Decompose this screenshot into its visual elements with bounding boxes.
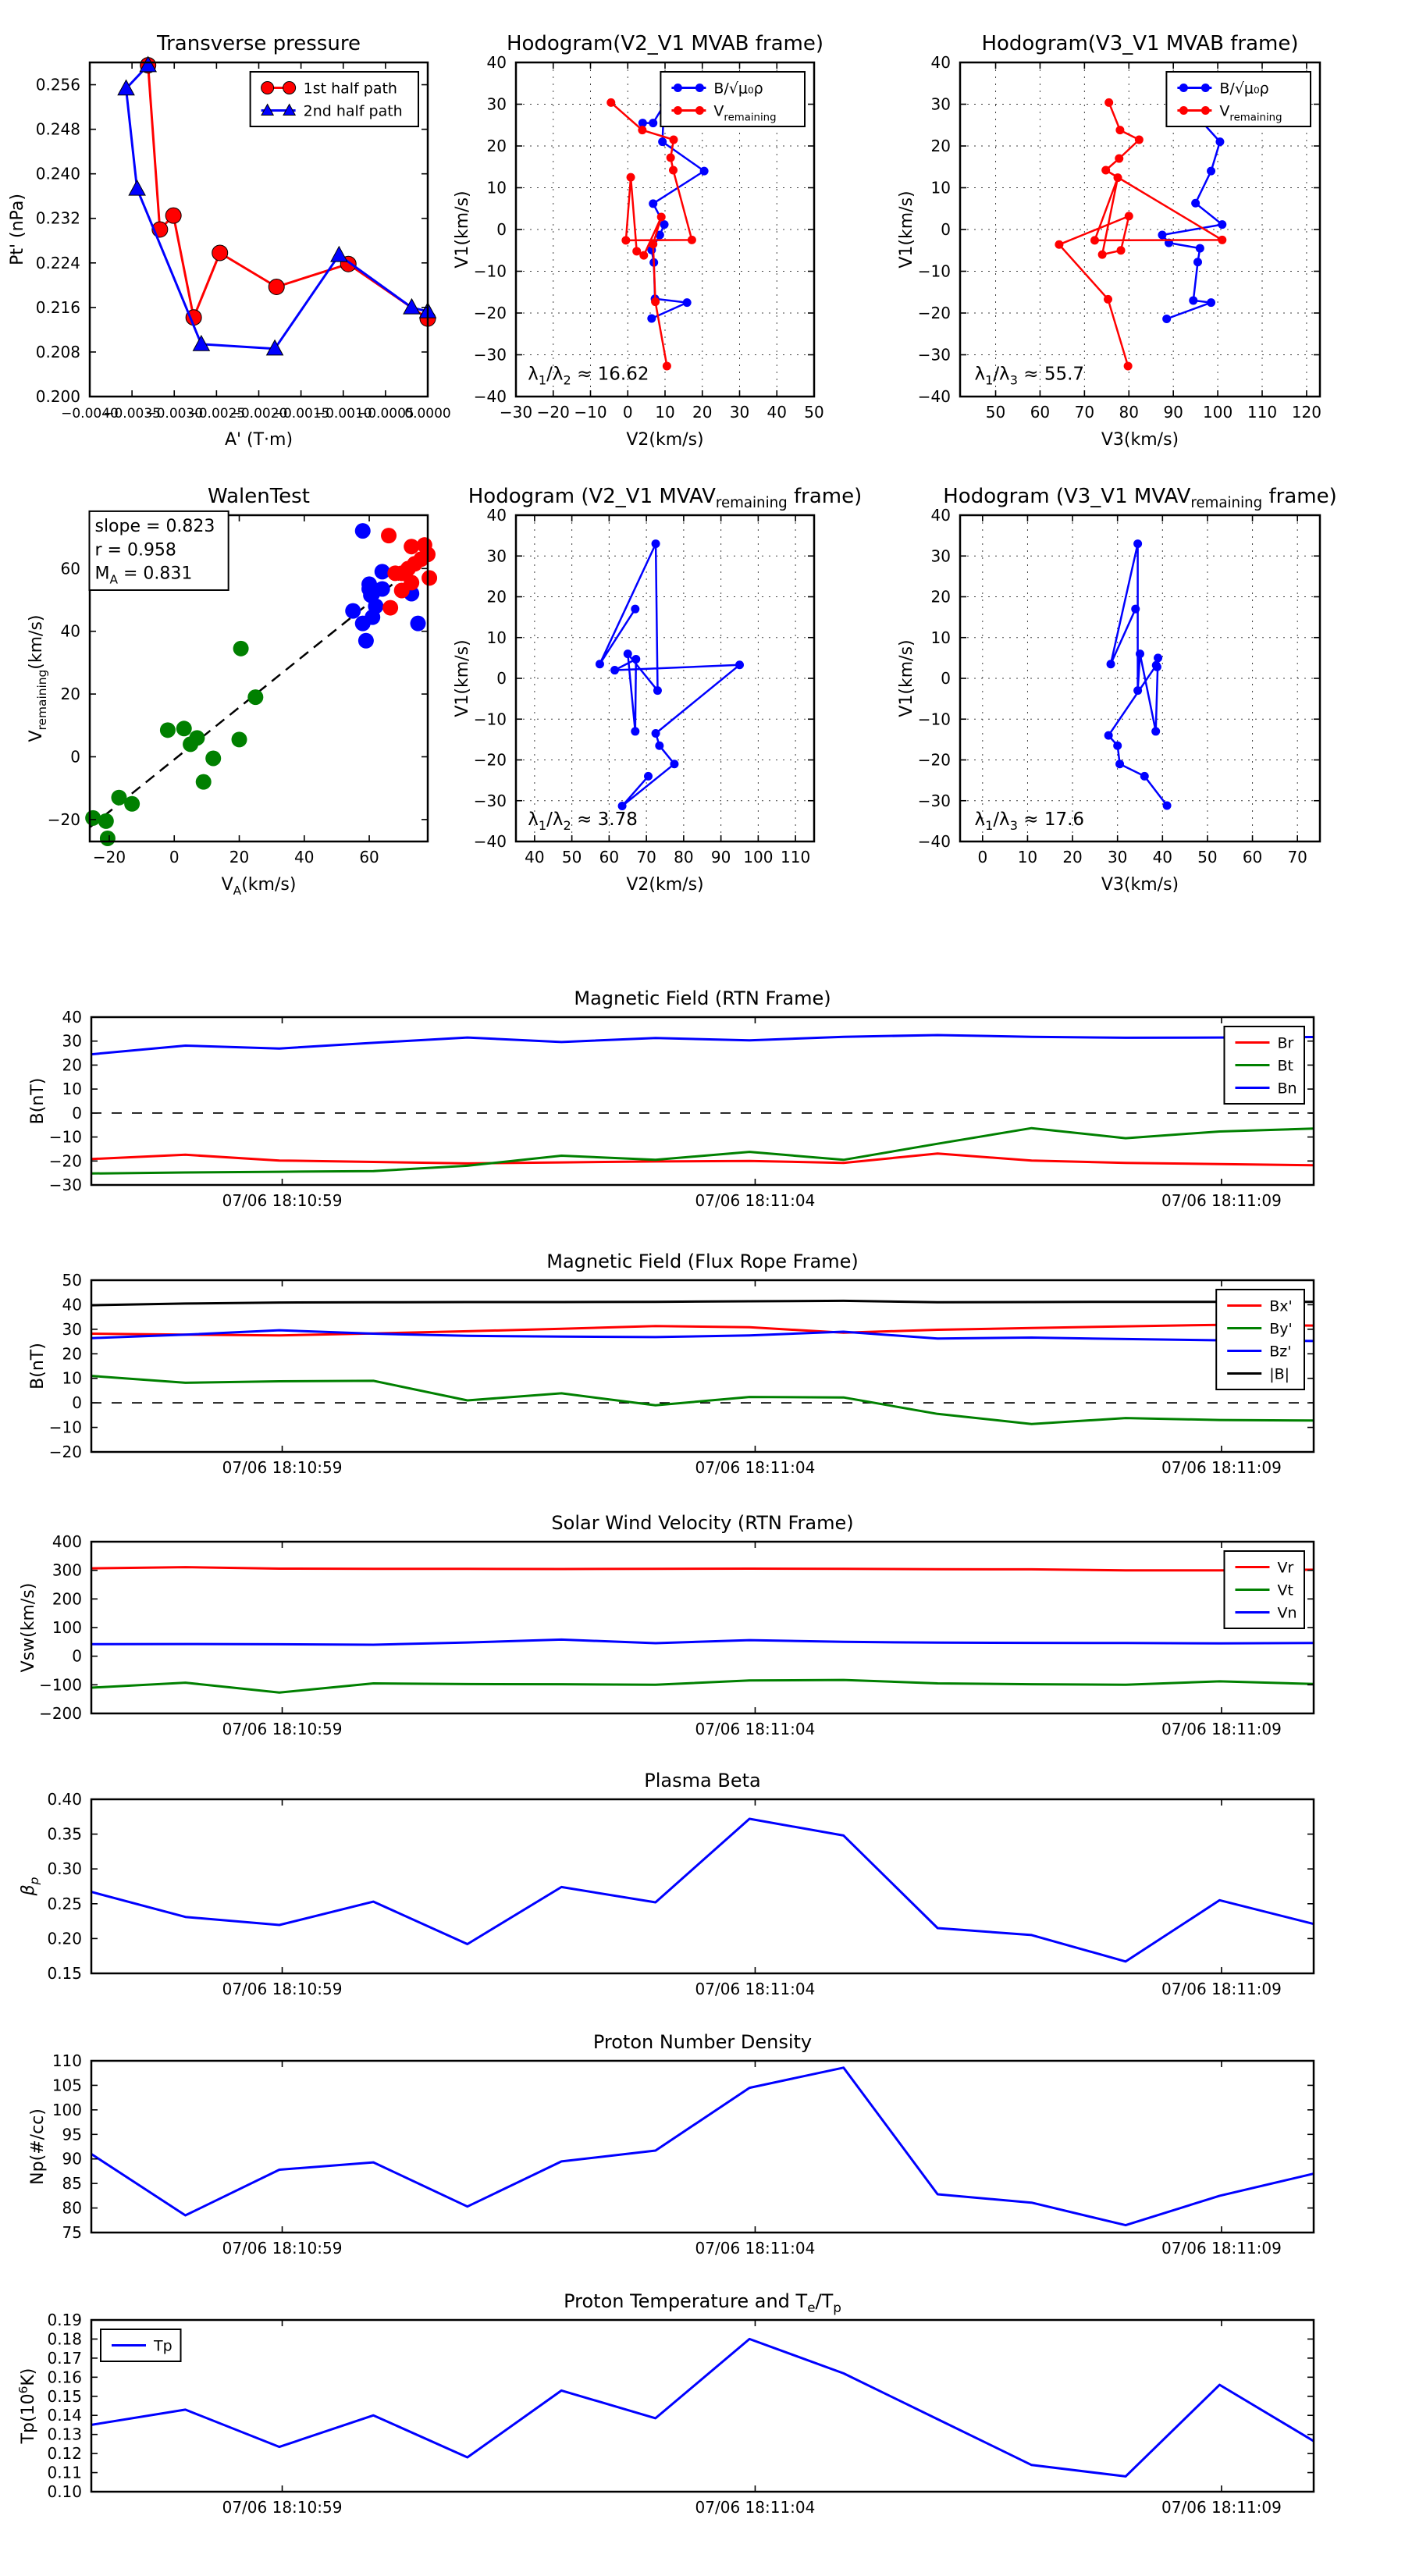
hodogram-v2v1-mvav [453, 485, 862, 895]
svg-text:07/06 18:11:04: 07/06 18:11:04 [695, 1458, 816, 1477]
svg-text:−0.0040: −0.0040 [61, 406, 119, 422]
svg-text:0.256: 0.256 [35, 75, 80, 94]
series-Bt [91, 1128, 1314, 1173]
svg-text:Magnetic Field (RTN Frame): Magnetic Field (RTN Frame) [574, 987, 831, 1009]
svg-text:30: 30 [62, 1031, 82, 1051]
svg-text:07/06 18:10:59: 07/06 18:10:59 [222, 1720, 343, 1738]
svg-text:Vremaining​: $V_{remaining}$ [713, 102, 777, 124]
svg-text:70: 70 [636, 848, 656, 866]
svg-text:10: 10 [1017, 848, 1038, 866]
hodogram-v3v1-mvab [897, 32, 1321, 450]
annotation [974, 809, 1084, 833]
svg-text:07/06 18:11:04: 07/06 18:11:04 [695, 2498, 816, 2517]
svg-text:0: 0 [496, 220, 507, 239]
svg-text:20: 20 [930, 587, 951, 607]
svg-text:30: 30 [1107, 848, 1128, 866]
svg-text:−20: −20 [917, 750, 951, 770]
svg-text:0.12: 0.12 [47, 2444, 82, 2464]
svg-text:85: 85 [62, 2174, 82, 2194]
walen-test [27, 485, 437, 898]
proton-temperature [16, 2290, 1314, 2517]
series-Vn [91, 1639, 1314, 1645]
svg-text:40: 40 [1152, 848, 1173, 866]
svg-text:0.0000: 0.0000 [404, 406, 451, 422]
svg-text:B/√μ₀ρ: B/√μ₀ρ [713, 80, 763, 98]
svg-text:10: 10 [930, 628, 951, 647]
svg-text:−200: −200 [39, 1704, 82, 1723]
svg-text:−0.0020: −0.0020 [229, 406, 288, 422]
svg-text:07/06 18:10:59: 07/06 18:10:59 [222, 1191, 343, 1210]
svg-text:60: 60 [60, 559, 80, 578]
svg-text:40: 40 [486, 506, 507, 525]
svg-text:0.30: 0.30 [47, 1859, 82, 1879]
svg-text:07/06 18:10:59: 07/06 18:10:59 [222, 1458, 343, 1477]
svg-text:0.248: 0.248 [35, 119, 80, 139]
proton-number-density [28, 2031, 1314, 2258]
svg-text:0.15: 0.15 [47, 2386, 82, 2406]
svg-text:B/√μ₀ρ: B/√μ₀ρ [1219, 80, 1269, 98]
svg-text:−30: −30 [917, 345, 951, 365]
svg-text:−0.0025: −0.0025 [187, 406, 246, 422]
solar-wind-velocity [19, 1512, 1314, 1738]
svg-text:40: 40 [930, 53, 951, 72]
svg-text:V3(km/s): V3(km/s) [1101, 430, 1179, 450]
svg-text:−30: −30 [917, 791, 951, 810]
svg-text:40: 40 [60, 621, 80, 641]
series-V-path [1104, 539, 1172, 809]
svg-text:Bn: Bn [1277, 1080, 1297, 1098]
svg-text:10: 10 [486, 628, 507, 647]
svg-text:−0.0010: −0.0010 [314, 406, 372, 422]
svg-text:0.240: 0.240 [35, 164, 80, 183]
svg-text:40: 40 [930, 506, 951, 525]
svg-text:0.200: 0.200 [35, 387, 80, 406]
svg-text:40: 40 [486, 53, 507, 72]
svg-text:Br: Br [1277, 1034, 1294, 1052]
series-beta-p [91, 1819, 1314, 1962]
svg-text:Magnetic Field (Flux Rope Fram: Magnetic Field (Flux Rope Frame) [546, 1251, 859, 1272]
svg-text:0: 0 [941, 220, 951, 239]
grid [516, 515, 814, 841]
svg-text:−20: −20 [536, 403, 570, 422]
axes [474, 506, 814, 866]
svg-text:B(nT): B(nT) [28, 1077, 48, 1125]
svg-text:0: 0 [622, 403, 633, 422]
series-V-path [596, 539, 744, 810]
svg-text:60: 60 [599, 848, 620, 866]
svg-text:60: 60 [359, 848, 379, 866]
svg-text:20: 20 [692, 403, 713, 422]
svg-text:−0.0035: −0.0035 [103, 406, 161, 422]
svg-text:Vr: Vr [1277, 1559, 1294, 1577]
svg-text:Bt: Bt [1277, 1057, 1293, 1075]
series-V-remaining-path [606, 98, 696, 371]
svg-text:Hodogram(V3_V1 MVAB frame): Hodogram(V3_V1 MVAB frame) [981, 32, 1299, 55]
svg-text:0.208: 0.208 [35, 342, 80, 361]
svg-text:30: 30 [930, 546, 951, 566]
svg-text:Hodogram(V2_V1 MVAB frame): Hodogram(V2_V1 MVAB frame) [506, 32, 824, 55]
svg-text:slope = 0.823: slope = 0.823 [94, 516, 215, 536]
svg-text:V1(km/s): V1(km/s) [453, 190, 472, 269]
svg-text:90: 90 [1163, 403, 1183, 422]
svg-text:20: 20 [62, 1344, 82, 1364]
svg-text:70: 70 [1074, 403, 1095, 422]
svg-text:07/06 18:11:09: 07/06 18:11:09 [1161, 1191, 1282, 1210]
svg-text:V3(km/s): V3(km/s) [1101, 875, 1179, 895]
hodogram-v3v1-mvav [897, 485, 1337, 895]
svg-text:−40: −40 [917, 387, 951, 406]
svg-text:300: 300 [52, 1560, 82, 1580]
svg-text:−20: −20 [917, 304, 951, 322]
svg-text:−40: −40 [917, 832, 951, 851]
svg-text:B(nT): B(nT) [28, 1343, 48, 1389]
svg-text:−10: −10 [917, 710, 951, 729]
svg-text:−20: −20 [47, 809, 80, 829]
svg-text:0.19: 0.19 [47, 2311, 82, 2329]
svg-text:200: 200 [52, 1589, 82, 1609]
svg-text:−10: −10 [48, 1418, 82, 1437]
svg-text:07/06 18:11:09: 07/06 18:11:09 [1161, 1720, 1282, 1738]
svg-text:−20: −20 [92, 848, 126, 866]
svg-text:V2(km/s): V2(km/s) [626, 875, 704, 895]
svg-text:07/06 18:11:04: 07/06 18:11:04 [695, 1191, 816, 1210]
annotation [528, 365, 649, 388]
svg-text:07/06 18:11:09: 07/06 18:11:09 [1161, 2239, 1282, 2258]
svg-text:10: 10 [62, 1368, 82, 1388]
svg-text:40: 40 [62, 1008, 82, 1026]
svg-text:V1(km/s): V1(km/s) [453, 639, 472, 717]
svg-text:40: 40 [767, 403, 787, 422]
svg-text:By': By' [1269, 1320, 1293, 1338]
svg-text:07/06 18:11:04: 07/06 18:11:04 [695, 2239, 816, 2258]
svg-text:A' (T·m): A' (T·m) [224, 430, 293, 450]
svg-text:0.40: 0.40 [47, 1790, 82, 1809]
svg-text:0.232: 0.232 [35, 208, 80, 228]
svg-text:2nd half path: 2nd half path [303, 102, 403, 120]
plasma-beta [19, 1770, 1314, 1998]
svg-text:20: 20 [60, 685, 80, 704]
svg-text:WalenTest: WalenTest [208, 485, 310, 508]
svg-text:100: 100 [52, 1618, 82, 1637]
svg-text:07/06 18:11:04: 07/06 18:11:04 [695, 1720, 816, 1738]
svg-text:Proton Number Density: Proton Number Density [592, 2031, 813, 2053]
svg-text:60: 60 [1242, 848, 1263, 866]
svg-text:07/06 18:11:09: 07/06 18:11:09 [1161, 1458, 1282, 1477]
svg-text:Solar Wind Velocity (RTN Frame: Solar Wind Velocity (RTN Frame) [551, 1512, 854, 1534]
svg-text:V1(km/s): V1(km/s) [897, 190, 916, 269]
series-B-path [1158, 100, 1226, 323]
svg-text:10: 10 [655, 403, 675, 422]
series-Tp [91, 2339, 1314, 2476]
svg-text:Pt' (nPa): Pt' (nPa) [8, 194, 27, 265]
svg-text:βp​: $\beta_p$ [19, 1877, 41, 1896]
svg-text:105: 105 [52, 2076, 82, 2095]
series-Vr [91, 1567, 1314, 1571]
svg-text:60: 60 [1030, 403, 1051, 422]
svg-text:−30: −30 [473, 791, 507, 810]
svg-text:Vn: Vn [1277, 1604, 1297, 1622]
svg-text:20: 20 [1062, 848, 1083, 866]
svg-text:−40: −40 [473, 387, 507, 406]
svg-text:−30: −30 [473, 345, 507, 365]
hodogram-v2v1-mvab [453, 32, 824, 450]
svg-text:20: 20 [62, 1055, 82, 1075]
svg-text:Tp: Tp [154, 2337, 173, 2355]
svg-text:−100: −100 [39, 1675, 82, 1695]
svg-text:0: 0 [496, 669, 507, 688]
svg-text:95: 95 [62, 2125, 82, 2144]
svg-text:VA​(km/s): $V_A(km/s)$ [221, 875, 297, 898]
svg-text:−10: −10 [48, 1127, 82, 1147]
svg-text:110: 110 [52, 2051, 82, 2070]
svg-text:0: 0 [941, 669, 951, 688]
svg-text:λ1​/λ2​ ≈ 3.78: $\lambda_1/\lambda_2 \approx 3.78$ [528, 809, 638, 834]
svg-text:0.11: 0.11 [47, 2463, 82, 2482]
axes [47, 2311, 1314, 2517]
annotation [974, 365, 1084, 388]
svg-text:120: 120 [1291, 403, 1322, 422]
annotation [89, 511, 228, 590]
svg-text:75: 75 [62, 2223, 82, 2242]
svg-text:90: 90 [710, 848, 731, 866]
svg-text:30: 30 [486, 546, 507, 566]
series-B-magnitude [91, 1300, 1314, 1305]
series-Vt [91, 1680, 1314, 1692]
magnetic-field-rtn [28, 987, 1314, 1210]
svg-text:Hodogram (V2_V1 MVAVremaining​: Hodogram (V2_V1 $MVAV_{remaining}$ frame) [468, 485, 863, 511]
axes [47, 1790, 1314, 1998]
svg-text:20: 20 [229, 848, 250, 866]
svg-text:80: 80 [1119, 403, 1139, 422]
svg-text:−20: −20 [48, 1151, 82, 1171]
svg-text:80: 80 [674, 848, 694, 866]
svg-text:−20: −20 [473, 750, 507, 770]
legend [101, 2329, 181, 2361]
svg-text:0.18: 0.18 [47, 2329, 82, 2349]
legend [1224, 1551, 1304, 1628]
series-B-path [638, 101, 709, 322]
svg-text:40: 40 [62, 1295, 82, 1315]
svg-text:−20: −20 [48, 1443, 82, 1461]
svg-text:07/06 18:11:09: 07/06 18:11:09 [1161, 1980, 1282, 1998]
series-scatter-mid [85, 641, 263, 846]
svg-text:0: 0 [72, 1103, 82, 1123]
svg-text:20: 20 [930, 137, 951, 155]
svg-text:V1(km/s): V1(km/s) [897, 639, 916, 717]
svg-text:30: 30 [729, 403, 750, 422]
svg-text:50: 50 [1197, 848, 1218, 866]
svg-text:100: 100 [743, 848, 774, 866]
svg-text:Plasma Beta: Plasma Beta [644, 1770, 761, 1791]
svg-text:0.17: 0.17 [47, 2348, 82, 2368]
svg-text:40: 40 [294, 848, 315, 866]
svg-text:r = 0.958: r = 0.958 [94, 540, 176, 560]
svg-text:λ1​/λ2​ ≈ 16.62: $\lambda_1/\lambda_2 \approx 16.62$ [528, 364, 649, 388]
svg-text:10: 10 [62, 1080, 82, 1099]
svg-text:0: 0 [72, 1393, 82, 1413]
legend [251, 72, 418, 126]
svg-text:−10: −10 [473, 262, 507, 281]
svg-text:Vremaining​(km/s): $V_{remaining}(km/s)$ [27, 614, 49, 742]
svg-text:λ1​/λ3​ ≈ 17.6: $\lambda_1/\lambda_3 \approx 17.6$ [974, 809, 1085, 834]
svg-text:0.216: 0.216 [35, 297, 80, 317]
svg-text:50: 50 [561, 848, 582, 866]
svg-text:07/06 18:10:59: 07/06 18:10:59 [222, 2239, 343, 2258]
svg-text:Bz': Bz' [1269, 1343, 1292, 1361]
svg-text:0.25: 0.25 [47, 1894, 82, 1913]
svg-text:400: 400 [52, 1532, 82, 1551]
svg-text:0: 0 [169, 848, 180, 866]
svg-text:0.35: 0.35 [47, 1824, 82, 1844]
svg-text:80: 80 [62, 2198, 82, 2218]
svg-text:MA​ = 0.831: $M_A = 0.831$ [94, 564, 193, 587]
svg-text:−10: −10 [917, 262, 951, 281]
series-Np [91, 2068, 1314, 2226]
svg-text:Hodogram (V3_V1 MVAVremaining​: Hodogram (V3_V1 $MVAV_{remaining}$ frame) [943, 485, 1337, 511]
svg-text:−20: −20 [473, 304, 507, 322]
svg-text:40: 40 [525, 848, 545, 866]
svg-text:0.13: 0.13 [47, 2425, 82, 2444]
legend [1216, 1290, 1304, 1389]
svg-text:−30: −30 [499, 403, 533, 422]
svg-text:07/06 18:10:59: 07/06 18:10:59 [222, 1980, 343, 1998]
transverse-pressure [8, 32, 451, 450]
svg-text:10: 10 [486, 178, 507, 197]
svg-text:Vremaining​: $V_{remaining}$ [1219, 102, 1282, 124]
magnetic-field-flux-rope [28, 1251, 1314, 1477]
svg-text:110: 110 [1247, 403, 1278, 422]
svg-text:−30: −30 [48, 1176, 82, 1194]
svg-text:Vt: Vt [1277, 1582, 1293, 1599]
svg-text:110: 110 [781, 848, 811, 866]
svg-text:Vsw(km/s): Vsw(km/s) [19, 1582, 38, 1673]
svg-text:30: 30 [930, 94, 951, 114]
svg-text:70: 70 [1287, 848, 1307, 866]
axes [52, 2051, 1314, 2258]
svg-text:07/06 18:11:04: 07/06 18:11:04 [695, 1980, 816, 1998]
svg-text:0.14: 0.14 [47, 2406, 82, 2425]
series-scatter-second [381, 528, 437, 615]
svg-text:0.20: 0.20 [47, 1929, 82, 1948]
annotation [528, 809, 638, 833]
series-V-remaining-path [1055, 98, 1226, 371]
svg-text:0.224: 0.224 [35, 253, 80, 272]
legend [1166, 72, 1311, 126]
svg-text:0: 0 [977, 848, 988, 866]
grid [960, 515, 1320, 841]
svg-text:Proton Temperature and Te​/Tp​: Proton Temperature and $T_e/T_p$ [564, 2290, 841, 2315]
svg-text:Transverse pressure: Transverse pressure [157, 32, 361, 55]
svg-text:−10: −10 [473, 710, 507, 729]
legend [660, 72, 805, 126]
svg-text:λ1​/λ3​ ≈ 55.7: $\lambda_1/\lambda_3 \approx 55.7$ [974, 364, 1085, 388]
svg-text:−40: −40 [473, 832, 507, 851]
svg-text:V2(km/s): V2(km/s) [626, 430, 704, 450]
svg-text:0: 0 [70, 747, 80, 767]
series-Bn [91, 1035, 1314, 1055]
svg-text:30: 30 [486, 94, 507, 114]
svg-text:0.15: 0.15 [47, 1964, 82, 1983]
svg-text:−0.0030: −0.0030 [145, 406, 204, 422]
svg-text:−0.0015: −0.0015 [272, 406, 330, 422]
svg-text:50: 50 [62, 1271, 82, 1290]
legend [1224, 1026, 1304, 1104]
svg-text:10: 10 [930, 178, 951, 197]
svg-text:100: 100 [52, 2100, 82, 2119]
svg-text:07/06 18:11:09: 07/06 18:11:09 [1161, 2498, 1282, 2517]
svg-text:100: 100 [1203, 403, 1233, 422]
svg-text:Np(#/cc): Np(#/cc) [28, 2108, 48, 2185]
svg-text:07/06 18:10:59: 07/06 18:10:59 [222, 2498, 343, 2517]
svg-text:50: 50 [985, 403, 1006, 422]
svg-text:Bx': Bx' [1269, 1297, 1293, 1315]
svg-text:0.10: 0.10 [47, 2482, 82, 2501]
svg-text:0: 0 [72, 1646, 82, 1666]
svg-text:50: 50 [804, 403, 824, 422]
svg-text:30: 30 [62, 1319, 82, 1339]
svg-text:1st half path: 1st half path [303, 80, 397, 98]
svg-text:0.16: 0.16 [47, 2368, 82, 2387]
svg-text:20: 20 [486, 587, 507, 607]
series-By-prime [91, 1376, 1314, 1425]
svg-text:−10: −10 [574, 403, 607, 422]
svg-text:−0.0005: −0.0005 [357, 406, 414, 422]
svg-text:|B|: |B| [1269, 1365, 1290, 1383]
svg-text:Tp(106​K): $Tp(10^6K)$ [16, 2368, 38, 2444]
svg-text:20: 20 [486, 137, 507, 155]
svg-text:90: 90 [62, 2149, 82, 2169]
axes [39, 1532, 1314, 1738]
